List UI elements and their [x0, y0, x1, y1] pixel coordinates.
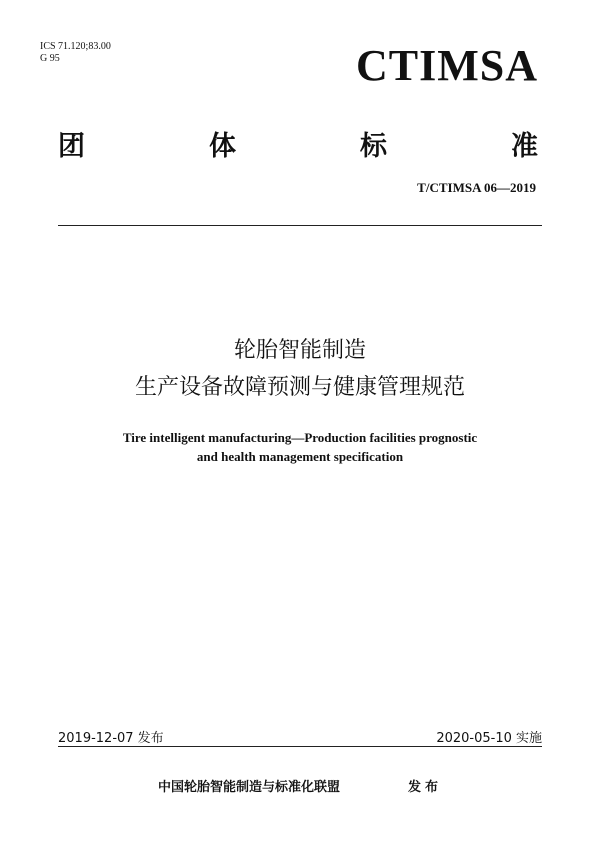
footer-divider: [58, 746, 542, 747]
category-char: 标: [360, 130, 387, 162]
brand-logo-text: CTIMSA: [355, 41, 538, 90]
header-divider: [58, 225, 542, 226]
title-cn-line1: 轮胎智能制造: [233, 338, 366, 363]
standard-code: T/CTIMSA 06—2019: [417, 180, 536, 195]
category-char: 体: [209, 130, 236, 162]
title-cn-line2: 生产设备故障预测与健康管理规范: [134, 375, 465, 400]
title-en-line1: Tire intelligent manufacturing—Production facilities prognostic: [122, 430, 478, 445]
category-char: 准: [511, 130, 538, 162]
implement-date: 2020-05-10 实施: [436, 731, 542, 746]
ics-code: ICS 71.120;83.00: [40, 41, 111, 52]
category-char: 团: [58, 130, 85, 162]
publish-label: 发布: [408, 780, 443, 795]
ccs-code: G 95: [40, 53, 60, 64]
title-en-line2: and health management specification: [196, 449, 404, 464]
release-date: 2019-12-07 发布: [58, 731, 164, 746]
ics-block: [40, 41, 111, 65]
standard-category: [58, 125, 538, 161]
publisher-name: 中国轮胎智能制造与标准化联盟: [158, 780, 341, 795]
